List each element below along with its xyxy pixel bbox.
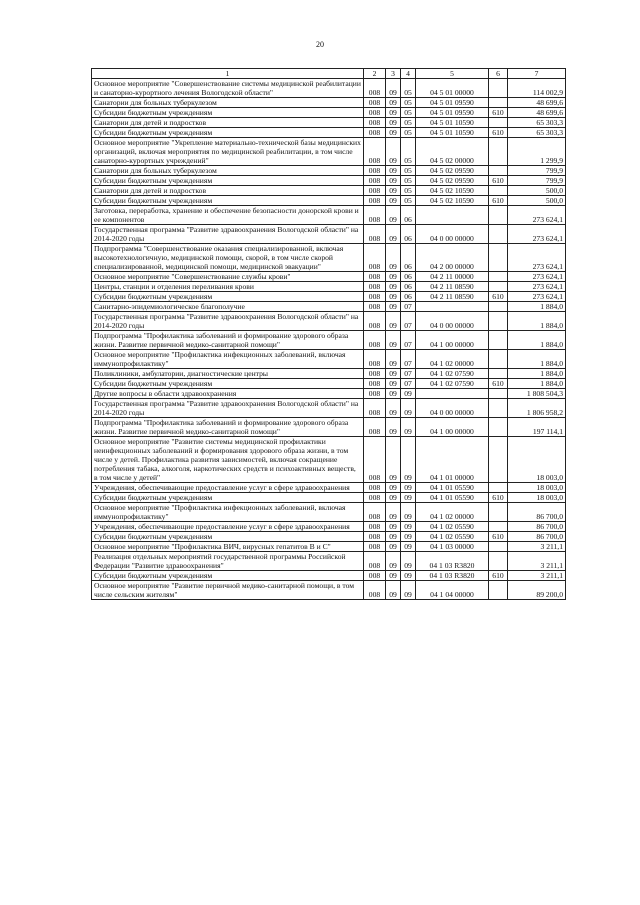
- row-amount: 1 884,0: [508, 369, 566, 379]
- row-target-code: 04 5 02 09590: [416, 176, 489, 186]
- row-expense-type: [489, 98, 508, 108]
- row-subsection-code: 09: [401, 552, 416, 571]
- row-name: Санатории для детей и подростков: [92, 118, 364, 128]
- row-name: Основное мероприятие "Развитие системы медицинской профилактики неинфекционных заболеваний и формирования здорового образа жизни, в том числе у детей. Профилактика развития зависимостей, включая сокращение потребления табака, алкоголя, наркотических средств и психоактивных веществ, в том числе у детей": [92, 437, 364, 483]
- row-target-code: 04 5 01 10590: [416, 128, 489, 138]
- col-header-4: 4: [401, 69, 416, 79]
- row-subsection-code: 09: [401, 542, 416, 552]
- row-admin-code: 008: [364, 302, 386, 312]
- table-row: [92, 493, 566, 503]
- row-section-code: 09: [386, 571, 401, 581]
- row-admin-code: 008: [364, 418, 386, 437]
- row-admin-code: 008: [364, 98, 386, 108]
- row-admin-code: 008: [364, 493, 386, 503]
- row-amount: 500,0: [508, 186, 566, 196]
- table-row: [92, 542, 566, 552]
- row-section-code: 09: [386, 483, 401, 493]
- row-section-code: 09: [386, 532, 401, 542]
- row-amount: 1 884,0: [508, 312, 566, 331]
- row-admin-code: 008: [364, 331, 386, 350]
- row-amount: 500,0: [508, 196, 566, 206]
- row-target-code: 04 2 11 00000: [416, 272, 489, 282]
- row-name: Субсидии бюджетным учреждениям: [92, 292, 364, 302]
- table-header-row: [92, 69, 566, 79]
- row-expense-type: [489, 166, 508, 176]
- table-row: [92, 532, 566, 542]
- row-target-code: 04 1 01 00000: [416, 437, 489, 483]
- row-name: Основное мероприятие "Совершенствование системы медицинской реабилитации и санаторно-курортного лечения Вологодской области": [92, 79, 364, 98]
- row-admin-code: 008: [364, 532, 386, 542]
- row-section-code: 09: [386, 379, 401, 389]
- row-name: Субсидии бюджетным учреждениям: [92, 532, 364, 542]
- row-expense-type: [489, 522, 508, 532]
- row-name: Центры, станции и отделения переливания крови: [92, 282, 364, 292]
- row-name: Субсидии бюджетным учреждениям: [92, 176, 364, 186]
- row-admin-code: 008: [364, 118, 386, 128]
- row-section-code: 09: [386, 503, 401, 522]
- row-section-code: 09: [386, 312, 401, 331]
- table-row: [92, 483, 566, 493]
- row-expense-type: [489, 331, 508, 350]
- row-target-code: 04 1 02 05590: [416, 532, 489, 542]
- row-admin-code: 008: [364, 369, 386, 379]
- row-name: Основное мероприятие "Укрепление материально-технической базы медицинских организаций, включая мероприятия по медицинской реабилитации, в том числе санаторно-курортных учреждений": [92, 138, 364, 166]
- table-row: [92, 176, 566, 186]
- row-target-code: 04 0 00 00000: [416, 225, 489, 244]
- row-name: Субсидии бюджетным учреждениям: [92, 571, 364, 581]
- row-expense-type: [489, 503, 508, 522]
- table-row: [92, 389, 566, 399]
- row-amount: 1 299,9: [508, 138, 566, 166]
- row-section-code: 09: [386, 176, 401, 186]
- row-amount: 1 884,0: [508, 379, 566, 389]
- row-amount: 89 200,0: [508, 581, 566, 600]
- col-header-7: 7: [508, 69, 566, 79]
- row-expense-type: [489, 225, 508, 244]
- row-expense-type: [489, 399, 508, 418]
- row-name: Основное мероприятие "Развитие первичной медико-санитарной помощи, в том числе сельским жителям": [92, 581, 364, 600]
- row-subsection-code: 05: [401, 79, 416, 98]
- row-amount: 273 624,1: [508, 292, 566, 302]
- row-expense-type: [489, 79, 508, 98]
- row-expense-type: [489, 542, 508, 552]
- row-expense-type: [489, 483, 508, 493]
- row-admin-code: 008: [364, 79, 386, 98]
- row-admin-code: 008: [364, 225, 386, 244]
- table-row: [92, 225, 566, 244]
- row-name: Субсидии бюджетным учреждениям: [92, 493, 364, 503]
- row-target-code: [416, 206, 489, 225]
- row-expense-type: 610: [489, 532, 508, 542]
- table-row: [92, 331, 566, 350]
- table-row: [92, 302, 566, 312]
- row-amount: 1 808 504,3: [508, 389, 566, 399]
- row-target-code: 04 1 01 05590: [416, 493, 489, 503]
- row-target-code: 04 2 11 08590: [416, 292, 489, 302]
- row-name: Реализация отдельных мероприятий государственной программы Российской Федерации "Развитие здравоохранения": [92, 552, 364, 571]
- col-header-3: 3: [386, 69, 401, 79]
- row-amount: 86 700,0: [508, 503, 566, 522]
- row-section-code: 09: [386, 79, 401, 98]
- row-name: Другие вопросы в области здравоохранения: [92, 389, 364, 399]
- row-expense-type: [489, 350, 508, 369]
- row-expense-type: 610: [489, 176, 508, 186]
- row-subsection-code: 06: [401, 206, 416, 225]
- row-section-code: 09: [386, 399, 401, 418]
- row-expense-type: 610: [489, 571, 508, 581]
- table-row: [92, 312, 566, 331]
- row-admin-code: 008: [364, 350, 386, 369]
- row-target-code: 04 0 00 00000: [416, 312, 489, 331]
- row-admin-code: 008: [364, 389, 386, 399]
- row-admin-code: 008: [364, 312, 386, 331]
- row-amount: 3 211,1: [508, 542, 566, 552]
- row-subsection-code: 05: [401, 98, 416, 108]
- row-target-code: 04 5 02 00000: [416, 138, 489, 166]
- row-amount: 18 003,0: [508, 493, 566, 503]
- row-expense-type: [489, 312, 508, 331]
- row-section-code: 09: [386, 350, 401, 369]
- row-amount: 799,9: [508, 176, 566, 186]
- row-admin-code: 008: [364, 186, 386, 196]
- row-subsection-code: 09: [401, 581, 416, 600]
- table-row: [92, 128, 566, 138]
- row-target-code: 04 5 01 10590: [416, 118, 489, 128]
- row-target-code: 04 5 01 00000: [416, 79, 489, 98]
- row-expense-type: [489, 369, 508, 379]
- row-amount: 273 624,1: [508, 225, 566, 244]
- row-target-code: [416, 389, 489, 399]
- table-row: [92, 166, 566, 176]
- row-section-code: 09: [386, 542, 401, 552]
- row-target-code: 04 1 02 05590: [416, 522, 489, 532]
- row-admin-code: 008: [364, 272, 386, 282]
- row-amount: 48 699,6: [508, 108, 566, 118]
- row-section-code: 09: [386, 108, 401, 118]
- row-target-code: 04 1 01 05590: [416, 483, 489, 493]
- table-row: [92, 581, 566, 600]
- row-amount: 799,9: [508, 166, 566, 176]
- table-row: [92, 244, 566, 272]
- row-amount: 273 624,1: [508, 206, 566, 225]
- row-amount: 86 700,0: [508, 532, 566, 542]
- row-admin-code: 008: [364, 399, 386, 418]
- row-name: Субсидии бюджетным учреждениям: [92, 128, 364, 138]
- row-admin-code: 008: [364, 503, 386, 522]
- row-target-code: 04 1 00 00000: [416, 331, 489, 350]
- row-subsection-code: 06: [401, 244, 416, 272]
- row-expense-type: 610: [489, 196, 508, 206]
- row-section-code: 09: [386, 196, 401, 206]
- row-amount: 1 806 958,2: [508, 399, 566, 418]
- row-expense-type: [489, 581, 508, 600]
- row-name: Государственная программа "Развитие здравоохранения Вологодской области" на 2014-2020 годы: [92, 225, 364, 244]
- row-subsection-code: 07: [401, 302, 416, 312]
- row-amount: 3 211,1: [508, 571, 566, 581]
- row-expense-type: [489, 282, 508, 292]
- row-admin-code: 008: [364, 206, 386, 225]
- row-section-code: 09: [386, 282, 401, 292]
- row-subsection-code: 07: [401, 312, 416, 331]
- row-subsection-code: 05: [401, 176, 416, 186]
- row-expense-type: 610: [489, 292, 508, 302]
- budget-table: [91, 68, 566, 600]
- row-target-code: 04 2 11 08590: [416, 282, 489, 292]
- row-admin-code: 008: [364, 196, 386, 206]
- row-section-code: 09: [386, 418, 401, 437]
- row-amount: 1 884,0: [508, 302, 566, 312]
- table-row: [92, 369, 566, 379]
- row-name: Основное мероприятие "Профилактика инфекционных заболеваний, включая иммунопрофилактику": [92, 350, 364, 369]
- row-section-code: 09: [386, 389, 401, 399]
- row-section-code: 09: [386, 331, 401, 350]
- row-name: Санатории для больных туберкулезом: [92, 98, 364, 108]
- row-target-code: 04 1 04 00000: [416, 581, 489, 600]
- table-row: [92, 418, 566, 437]
- row-amount: 86 700,0: [508, 522, 566, 532]
- row-target-code: 04 1 03 R3820: [416, 571, 489, 581]
- row-name: Учреждения, обеспечивающие предоставление услуг в сфере здравоохранения: [92, 522, 364, 532]
- row-expense-type: [489, 118, 508, 128]
- row-target-code: 04 5 01 09590: [416, 98, 489, 108]
- row-name: Санатории для детей и подростков: [92, 186, 364, 196]
- row-expense-type: [489, 186, 508, 196]
- row-subsection-code: 09: [401, 418, 416, 437]
- row-expense-type: 610: [489, 108, 508, 118]
- page-number: 20: [316, 40, 324, 49]
- row-admin-code: 008: [364, 292, 386, 302]
- row-subsection-code: 09: [401, 522, 416, 532]
- row-subsection-code: 09: [401, 503, 416, 522]
- table-row: [92, 522, 566, 532]
- row-expense-type: [489, 206, 508, 225]
- row-admin-code: 008: [364, 437, 386, 483]
- table-row: [92, 503, 566, 522]
- row-target-code: 04 5 02 10590: [416, 196, 489, 206]
- col-header-2: 2: [364, 69, 386, 79]
- row-section-code: 09: [386, 206, 401, 225]
- row-amount: 273 624,1: [508, 282, 566, 292]
- row-target-code: 04 1 02 07590: [416, 379, 489, 389]
- row-name: Государственная программа "Развитие здравоохранения Вологодской области" на 2014-2020 годы: [92, 399, 364, 418]
- row-name: Санатории для больных туберкулезом: [92, 166, 364, 176]
- row-section-code: 09: [386, 581, 401, 600]
- row-subsection-code: 05: [401, 186, 416, 196]
- row-expense-type: [489, 244, 508, 272]
- row-amount: 18 003,0: [508, 437, 566, 483]
- row-name: Подпрограмма "Совершенствование оказания специализированной, включая высокотехнологичную, медицинской помощи, скорой, в том числе скорой специализированной, медицинской помощи, медицинской эвакуации": [92, 244, 364, 272]
- row-expense-type: [489, 302, 508, 312]
- table-row: [92, 437, 566, 483]
- row-amount: 65 303,3: [508, 118, 566, 128]
- table-row: [92, 138, 566, 166]
- row-subsection-code: 09: [401, 399, 416, 418]
- row-amount: 273 624,1: [508, 272, 566, 282]
- row-subsection-code: 05: [401, 166, 416, 176]
- row-subsection-code: 06: [401, 292, 416, 302]
- row-section-code: 09: [386, 98, 401, 108]
- row-target-code: 04 5 01 09590: [416, 108, 489, 118]
- row-name: Подпрограмма "Профилактика заболеваний и формирование здорового образа жизни. Развитие первичной медико-санитарной помощи": [92, 331, 364, 350]
- row-section-code: 09: [386, 118, 401, 128]
- row-name: Государственная программа "Развитие здравоохранения Вологодской области" на 2014-2020 годы: [92, 312, 364, 331]
- row-subsection-code: 06: [401, 225, 416, 244]
- row-section-code: 09: [386, 493, 401, 503]
- row-target-code: 04 2 00 00000: [416, 244, 489, 272]
- row-name: Учреждения, обеспечивающие предоставление услуг в сфере здравоохранения: [92, 483, 364, 493]
- row-target-code: 04 1 03 00000: [416, 542, 489, 552]
- row-amount: 18 003,0: [508, 483, 566, 493]
- row-subsection-code: 07: [401, 369, 416, 379]
- row-subsection-code: 09: [401, 389, 416, 399]
- row-section-code: 09: [386, 186, 401, 196]
- row-expense-type: [489, 272, 508, 282]
- row-subsection-code: 06: [401, 282, 416, 292]
- row-name: Поликлиники, амбулатории, диагностические центры: [92, 369, 364, 379]
- row-target-code: 04 1 02 00000: [416, 503, 489, 522]
- row-target-code: 04 5 02 09590: [416, 166, 489, 176]
- row-amount: 3 211,1: [508, 552, 566, 571]
- row-admin-code: 008: [364, 128, 386, 138]
- row-expense-type: 610: [489, 128, 508, 138]
- row-amount: 1 884,0: [508, 350, 566, 369]
- row-section-code: 09: [386, 166, 401, 176]
- row-expense-type: 610: [489, 379, 508, 389]
- row-admin-code: 008: [364, 571, 386, 581]
- row-section-code: 09: [386, 522, 401, 532]
- row-subsection-code: 05: [401, 128, 416, 138]
- row-target-code: 04 0 00 00000: [416, 399, 489, 418]
- row-expense-type: [489, 437, 508, 483]
- row-admin-code: 008: [364, 108, 386, 118]
- row-name: Заготовка, переработка, хранение и обеспечение безопасности донорской крови и ее компонентов: [92, 206, 364, 225]
- table-row: [92, 292, 566, 302]
- row-amount: 197 114,1: [508, 418, 566, 437]
- table-row: [92, 272, 566, 282]
- row-subsection-code: 05: [401, 196, 416, 206]
- row-section-code: 09: [386, 244, 401, 272]
- row-name: Подпрограмма "Профилактика заболеваний и формирование здорового образа жизни. Развитие первичной медико-санитарной помощи": [92, 418, 364, 437]
- row-name: Субсидии бюджетным учреждениям: [92, 196, 364, 206]
- row-subsection-code: 09: [401, 532, 416, 542]
- table-row: [92, 79, 566, 98]
- col-header-5: 5: [416, 69, 489, 79]
- row-target-code: [416, 302, 489, 312]
- col-header-1: 1: [92, 69, 364, 79]
- row-target-code: 04 1 02 07590: [416, 369, 489, 379]
- table-row: [92, 196, 566, 206]
- row-expense-type: [489, 389, 508, 399]
- row-amount: 273 624,1: [508, 244, 566, 272]
- row-target-code: 04 1 00 00000: [416, 418, 489, 437]
- row-section-code: 09: [386, 552, 401, 571]
- row-target-code: 04 5 02 10590: [416, 186, 489, 196]
- row-section-code: 09: [386, 302, 401, 312]
- table-row: [92, 571, 566, 581]
- row-subsection-code: 07: [401, 379, 416, 389]
- row-amount: 1 884,0: [508, 331, 566, 350]
- table-row: [92, 282, 566, 292]
- row-admin-code: 008: [364, 244, 386, 272]
- row-name: Основное мероприятие "Профилактика ВИЧ, вирусных гепатитов В и С": [92, 542, 364, 552]
- row-subsection-code: 09: [401, 483, 416, 493]
- row-name: Санитарно-эпидемиологическое благополучие: [92, 302, 364, 312]
- row-name: Субсидии бюджетным учреждениям: [92, 108, 364, 118]
- table-row: [92, 98, 566, 108]
- table-row: [92, 379, 566, 389]
- row-name: Основное мероприятие "Профилактика инфекционных заболеваний, включая иммунопрофилактику": [92, 503, 364, 522]
- row-subsection-code: 06: [401, 272, 416, 282]
- row-target-code: 04 1 03 R3820: [416, 552, 489, 571]
- row-amount: 65 303,3: [508, 128, 566, 138]
- row-admin-code: 008: [364, 379, 386, 389]
- row-admin-code: 008: [364, 542, 386, 552]
- row-section-code: 09: [386, 369, 401, 379]
- col-header-6: 6: [489, 69, 508, 79]
- row-subsection-code: 09: [401, 493, 416, 503]
- row-subsection-code: 05: [401, 138, 416, 166]
- row-expense-type: [489, 552, 508, 571]
- row-admin-code: 008: [364, 138, 386, 166]
- row-amount: 48 699,6: [508, 98, 566, 108]
- row-admin-code: 008: [364, 581, 386, 600]
- row-admin-code: 008: [364, 522, 386, 532]
- row-subsection-code: 07: [401, 331, 416, 350]
- row-subsection-code: 05: [401, 118, 416, 128]
- row-name: Субсидии бюджетным учреждениям: [92, 379, 364, 389]
- row-admin-code: 008: [364, 166, 386, 176]
- row-section-code: 09: [386, 128, 401, 138]
- row-target-code: 04 1 02 00000: [416, 350, 489, 369]
- row-subsection-code: 09: [401, 571, 416, 581]
- row-expense-type: [489, 138, 508, 166]
- table-row: [92, 118, 566, 128]
- table-row: [92, 206, 566, 225]
- table-row: [92, 350, 566, 369]
- row-subsection-code: 07: [401, 350, 416, 369]
- row-admin-code: 008: [364, 176, 386, 186]
- row-section-code: 09: [386, 437, 401, 483]
- row-admin-code: 008: [364, 483, 386, 493]
- row-section-code: 09: [386, 138, 401, 166]
- row-amount: 114 002,9: [508, 79, 566, 98]
- row-admin-code: 008: [364, 552, 386, 571]
- table-row: [92, 399, 566, 418]
- row-expense-type: [489, 418, 508, 437]
- row-subsection-code: 09: [401, 437, 416, 483]
- row-admin-code: 008: [364, 282, 386, 292]
- row-subsection-code: 05: [401, 108, 416, 118]
- table-row: [92, 186, 566, 196]
- row-section-code: 09: [386, 292, 401, 302]
- row-name: Основное мероприятие "Совершенствование службы крови": [92, 272, 364, 282]
- row-section-code: 09: [386, 272, 401, 282]
- table-row: [92, 552, 566, 571]
- row-section-code: 09: [386, 225, 401, 244]
- row-expense-type: 610: [489, 493, 508, 503]
- table-row: [92, 108, 566, 118]
